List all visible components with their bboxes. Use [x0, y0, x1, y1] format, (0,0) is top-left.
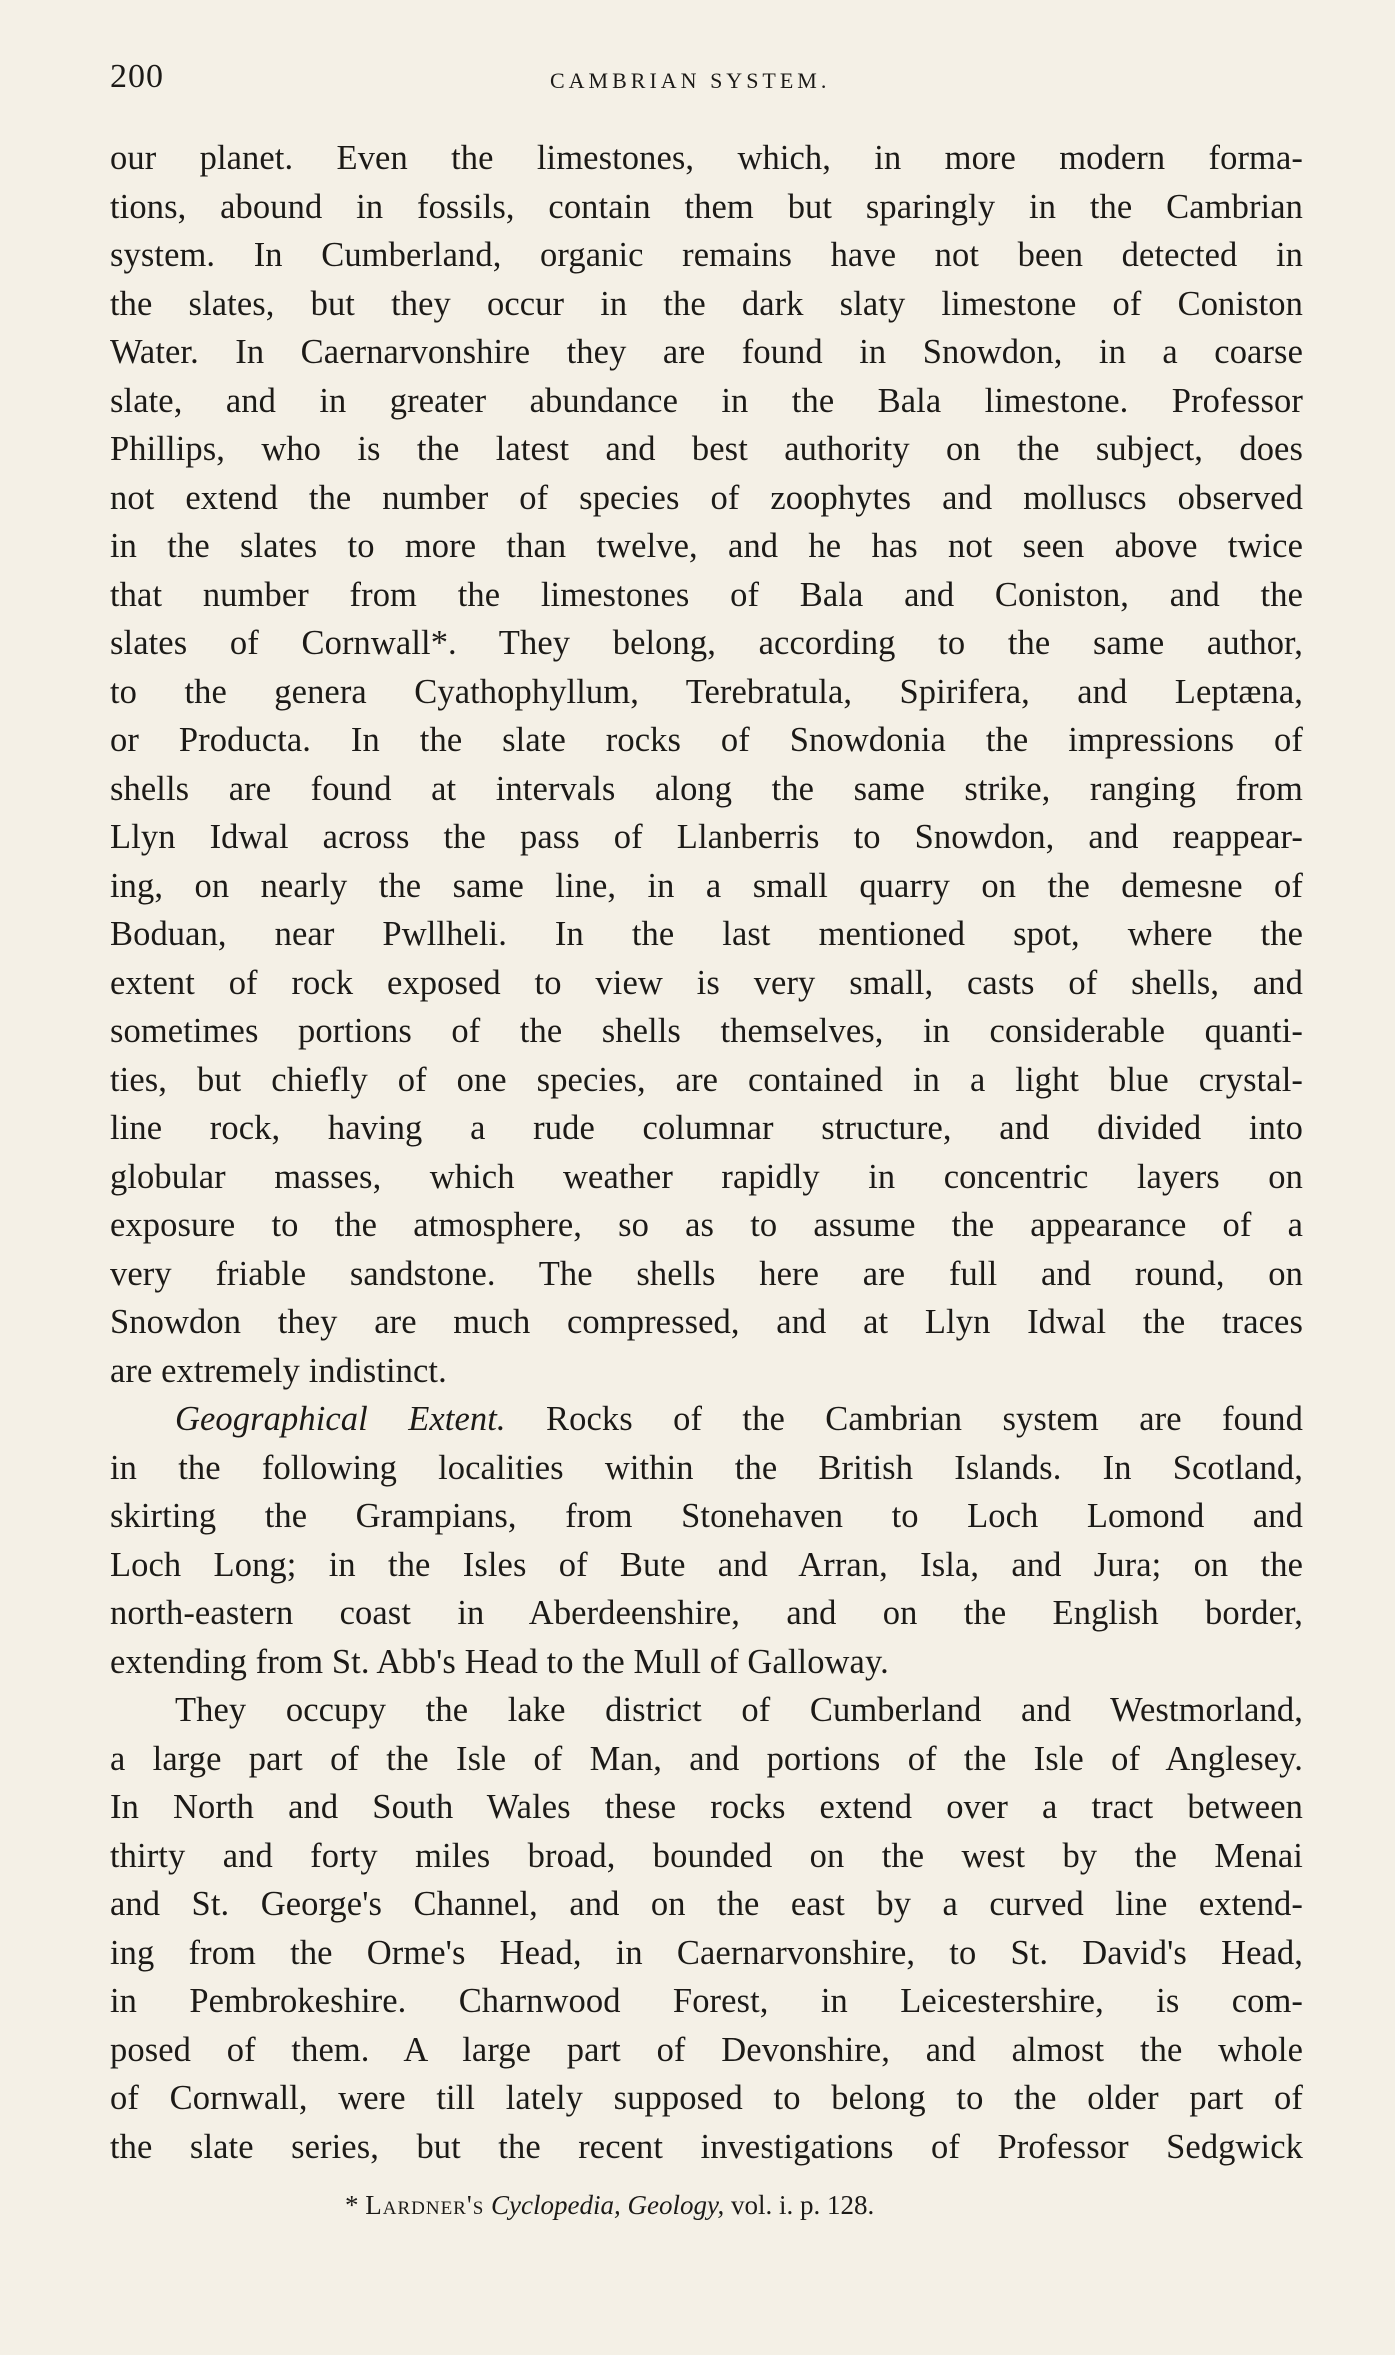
paragraph-line: extent of rock exposed to view is very small, casts of shells, and [110, 963, 1303, 1002]
paragraph-line: extending from St. Abb's Head to the Mull of Galloway. [110, 1642, 889, 1681]
paragraph-2 [110, 1395, 1303, 1686]
paragraph-line: exposure to the atmosphere, so as to assume the appearance of a [110, 1206, 1303, 1244]
paragraph-line: ing from the Orme's Head, in Caernarvonshire, to St. David's Head, [110, 1933, 1303, 1972]
paragraph-line: very friable sandstone. The shells here are full and round, on [110, 1254, 1303, 1293]
body-text [110, 134, 1303, 2171]
paragraph-line: our planet. Even the limestones, which, in more modern forma- [110, 139, 1303, 177]
paragraph-line: tions, abound in fossils, contain them but sparingly in the Cambrian [110, 187, 1303, 226]
paragraph-line: They occupy the lake district of Cumberland and Westmorland, [175, 1691, 1303, 1729]
paragraph-line: of Cornwall, were till lately supposed to belong to the older part of [110, 2079, 1303, 2117]
paragraph-line: the slate series, but the recent investigations of Professor Sedgwick [110, 2127, 1303, 2166]
paragraph-line: Snowdon they are much compressed, and at Llyn Idwal the traces [110, 1303, 1303, 1341]
paragraph-line: shells are found at intervals along the same strike, ranging from [110, 769, 1303, 808]
paragraph-line: sometimes portions of the shells themselves, in considerable quanti- [110, 1012, 1303, 1050]
paragraph-line: in Pembrokeshire. Charnwood Forest, in Leicestershire, is com- [110, 1982, 1303, 2020]
paragraph-line: to the genera Cyathophyllum, Terebratula, Spirifera, and Leptæna, [110, 672, 1303, 711]
paragraph-line: north-eastern coast in Aberdeenshire, and on the English border, [110, 1594, 1303, 1632]
paragraph-line: Water. In Caernarvonshire they are found in Snowdon, in a coarse [110, 333, 1303, 371]
page-number: 200 [110, 58, 164, 95]
paragraph-line: Phillips, who is the latest and best authority on the subject, does [110, 430, 1303, 468]
paragraph-line: slate, and in greater abundance in the Bala limestone. Professor [110, 381, 1303, 420]
paragraph-line [110, 1395, 1303, 1444]
paragraph-line: ing, on nearly the same line, in a small quarry on the demesne of [110, 866, 1303, 905]
paragraph-line: the slates, but they occur in the dark slaty limestone of Coniston [110, 284, 1303, 323]
paragraph-line: slates of Cornwall*. They belong, according to the same author, [110, 624, 1303, 662]
paragraph-line: ties, but chiefly of one species, are contained in a light blue crystal- [110, 1060, 1303, 1099]
paragraph-line: Boduan, near Pwllheli. In the last mentioned spot, where the [110, 915, 1303, 953]
paragraph-line: a large part of the Isle of Man, and portions of the Isle of Anglesey. [110, 1739, 1303, 1778]
section-heading: Geographical Extent. [175, 1400, 506, 1438]
paragraph-line: line rock, having a rude columnar structure, and divided into [110, 1109, 1303, 1147]
paragraph-line: or Producta. In the slate rocks of Snowdonia the impressions of [110, 721, 1303, 759]
paragraph-line: system. In Cumberland, organic remains have not been detected in [110, 236, 1303, 274]
paragraph-line: in the slates to more than twelve, and he has not seen above twice [110, 527, 1303, 565]
paragraph-line: Loch Long; in the Isles of Bute and Arran, Isla, and Jura; on the [110, 1545, 1303, 1584]
paragraph-line: and St. George's Channel, and on the east by a curved line extend- [110, 1885, 1303, 1923]
footnote-title: Cyclopedia, Geology, [491, 2190, 725, 2220]
paragraph-line: Llyn Idwal across the pass of Llanberris to Snowdon, and reappear- [110, 818, 1303, 856]
paragraph-line: posed of them. A large part of Devonshire, and almost the whole [110, 2030, 1303, 2069]
paragraph-line: that number from the limestones of Bala and Coniston, and the [110, 575, 1303, 614]
footnote-author: Lardner's [365, 2190, 485, 2220]
paragraph-line: not extend the number of species of zoophytes and molluscs observed [110, 478, 1303, 517]
paragraph-line: thirty and forty miles broad, bounded on the west by the Menai [110, 1836, 1303, 1875]
footnote-reference: vol. i. p. 128. [724, 2190, 875, 2220]
page-header [110, 58, 1300, 108]
paragraph-line: In North and South Wales these rocks extend over a tract between [110, 1788, 1303, 1826]
paragraph-line: skirting the Grampians, from Stonehaven to Loch Lomond and [110, 1497, 1303, 1535]
paragraph-1 [110, 134, 1303, 1395]
paragraph-line: are extremely indistinct. [110, 1351, 447, 1390]
running-head: CAMBRIAN SYSTEM. [550, 68, 831, 93]
paragraph-3 [110, 1686, 1303, 2171]
heading-line-text: Rocks of the Cambrian system are found [505, 1400, 1303, 1438]
footnote [345, 2190, 874, 2221]
paragraph-line: in the following localities within the British Islands. In Scotland, [110, 1448, 1303, 1487]
paragraph-line: globular masses, which weather rapidly in concentric layers on [110, 1157, 1303, 1196]
footnote-marker: * [345, 2190, 366, 2220]
